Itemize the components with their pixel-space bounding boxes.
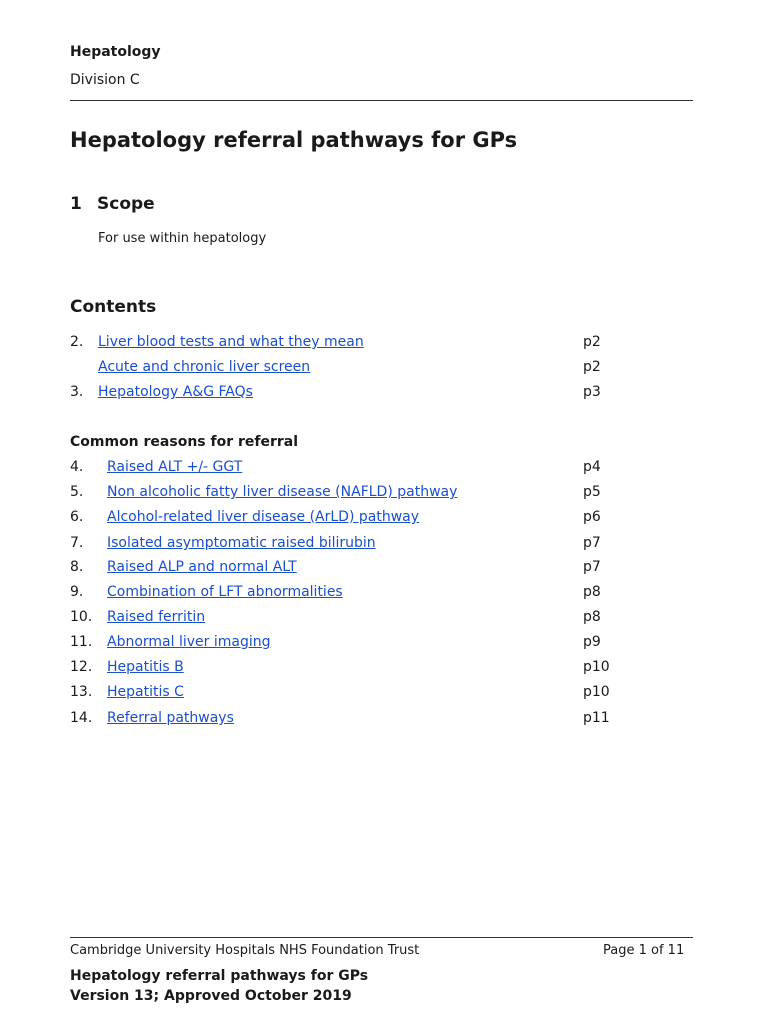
toc-number: 11. [70, 634, 93, 650]
toc-link-liver-screen[interactable]: Acute and chronic liver screen [98, 359, 311, 375]
toc-row [70, 609, 610, 629]
toc-page: p6 [583, 509, 601, 525]
toc-number: 8. [70, 559, 84, 575]
scope-heading [70, 194, 155, 214]
toc-page: p7 [583, 559, 601, 575]
header-organisation: Hepatology [70, 44, 161, 60]
toc-number: 4. [70, 459, 84, 475]
toc-row [70, 459, 610, 479]
toc-row [70, 384, 610, 404]
toc-row [70, 484, 610, 504]
toc-link-raised-alt[interactable]: Raised ALT +/- GGT [107, 459, 243, 475]
toc-link-bilirubin[interactable]: Isolated asymptomatic raised bilirubin [107, 535, 376, 551]
toc-number: 14. [70, 710, 93, 726]
footer-page-number: Page 1 of 11 [603, 943, 685, 958]
toc-row [70, 334, 610, 354]
toc-page: p10 [583, 684, 610, 700]
toc-number: 9. [70, 584, 84, 600]
toc-number: 5. [70, 484, 84, 500]
toc-link-liver-imaging[interactable]: Abnormal liver imaging [107, 634, 271, 650]
common-reasons-heading: Common reasons for referral [70, 434, 299, 450]
toc-number: 2. [70, 334, 84, 350]
toc-row [70, 509, 610, 529]
toc-page: p7 [583, 535, 601, 551]
toc-link-hepatitis-b[interactable]: Hepatitis B [107, 659, 184, 675]
toc-number: 12. [70, 659, 93, 675]
toc-page: p2 [583, 334, 601, 350]
footer-divider [70, 937, 693, 938]
toc-link-referral-pathways[interactable]: Referral pathways [107, 710, 234, 726]
toc-page: p4 [583, 459, 601, 475]
scope-number: 1 [70, 194, 82, 214]
footer-version: Version 13; Approved October 2019 [70, 988, 352, 1004]
toc-page: p8 [583, 609, 601, 625]
footer-organisation: Cambridge University Hospitals NHS Foundation Trust [70, 943, 420, 958]
toc-number: 6. [70, 509, 84, 525]
footer-document-title: Hepatology referral pathways for GPs [70, 968, 369, 984]
toc-row [70, 710, 610, 730]
scope-heading-text: Scope [97, 194, 155, 214]
toc-number: 3. [70, 384, 84, 400]
header-divider [70, 100, 693, 101]
toc-row [70, 684, 610, 704]
toc-link-arld[interactable]: Alcohol-related liver disease (ArLD) pathway [107, 509, 420, 525]
toc-page: p8 [583, 584, 601, 600]
toc-link-ag-faqs[interactable]: Hepatology A&G FAQs [98, 384, 253, 400]
toc-row [70, 559, 610, 579]
toc-row [70, 535, 610, 555]
toc-row [70, 359, 610, 379]
toc-link-ferritin[interactable]: Raised ferritin [107, 609, 206, 625]
header-division: Division C [70, 72, 140, 88]
toc-link-nafld[interactable]: Non alcoholic fatty liver disease (NAFLD) pathway [107, 484, 458, 500]
toc-page: p5 [583, 484, 601, 500]
toc-number: 13. [70, 684, 93, 700]
contents-heading: Contents [70, 297, 157, 317]
toc-link-raised-alp[interactable]: Raised ALP and normal ALT [107, 559, 297, 575]
toc-link-lft-combination[interactable]: Combination of LFT abnormalities [107, 584, 343, 600]
toc-page: p3 [583, 384, 601, 400]
toc-page: p11 [583, 710, 610, 726]
document-title: Hepatology referral pathways for GPs [70, 128, 518, 152]
toc-page: p9 [583, 634, 601, 650]
toc-link-liver-blood-tests[interactable]: Liver blood tests and what they mean [98, 334, 364, 350]
toc-page: p10 [583, 659, 610, 675]
toc-page: p2 [583, 359, 601, 375]
toc-number: 10. [70, 609, 93, 625]
scope-text: For use within hepatology [98, 231, 267, 246]
toc-row [70, 634, 610, 654]
toc-link-hepatitis-c[interactable]: Hepatitis C [107, 684, 184, 700]
toc-row [70, 659, 610, 679]
toc-row [70, 584, 610, 604]
toc-number: 7. [70, 535, 84, 551]
